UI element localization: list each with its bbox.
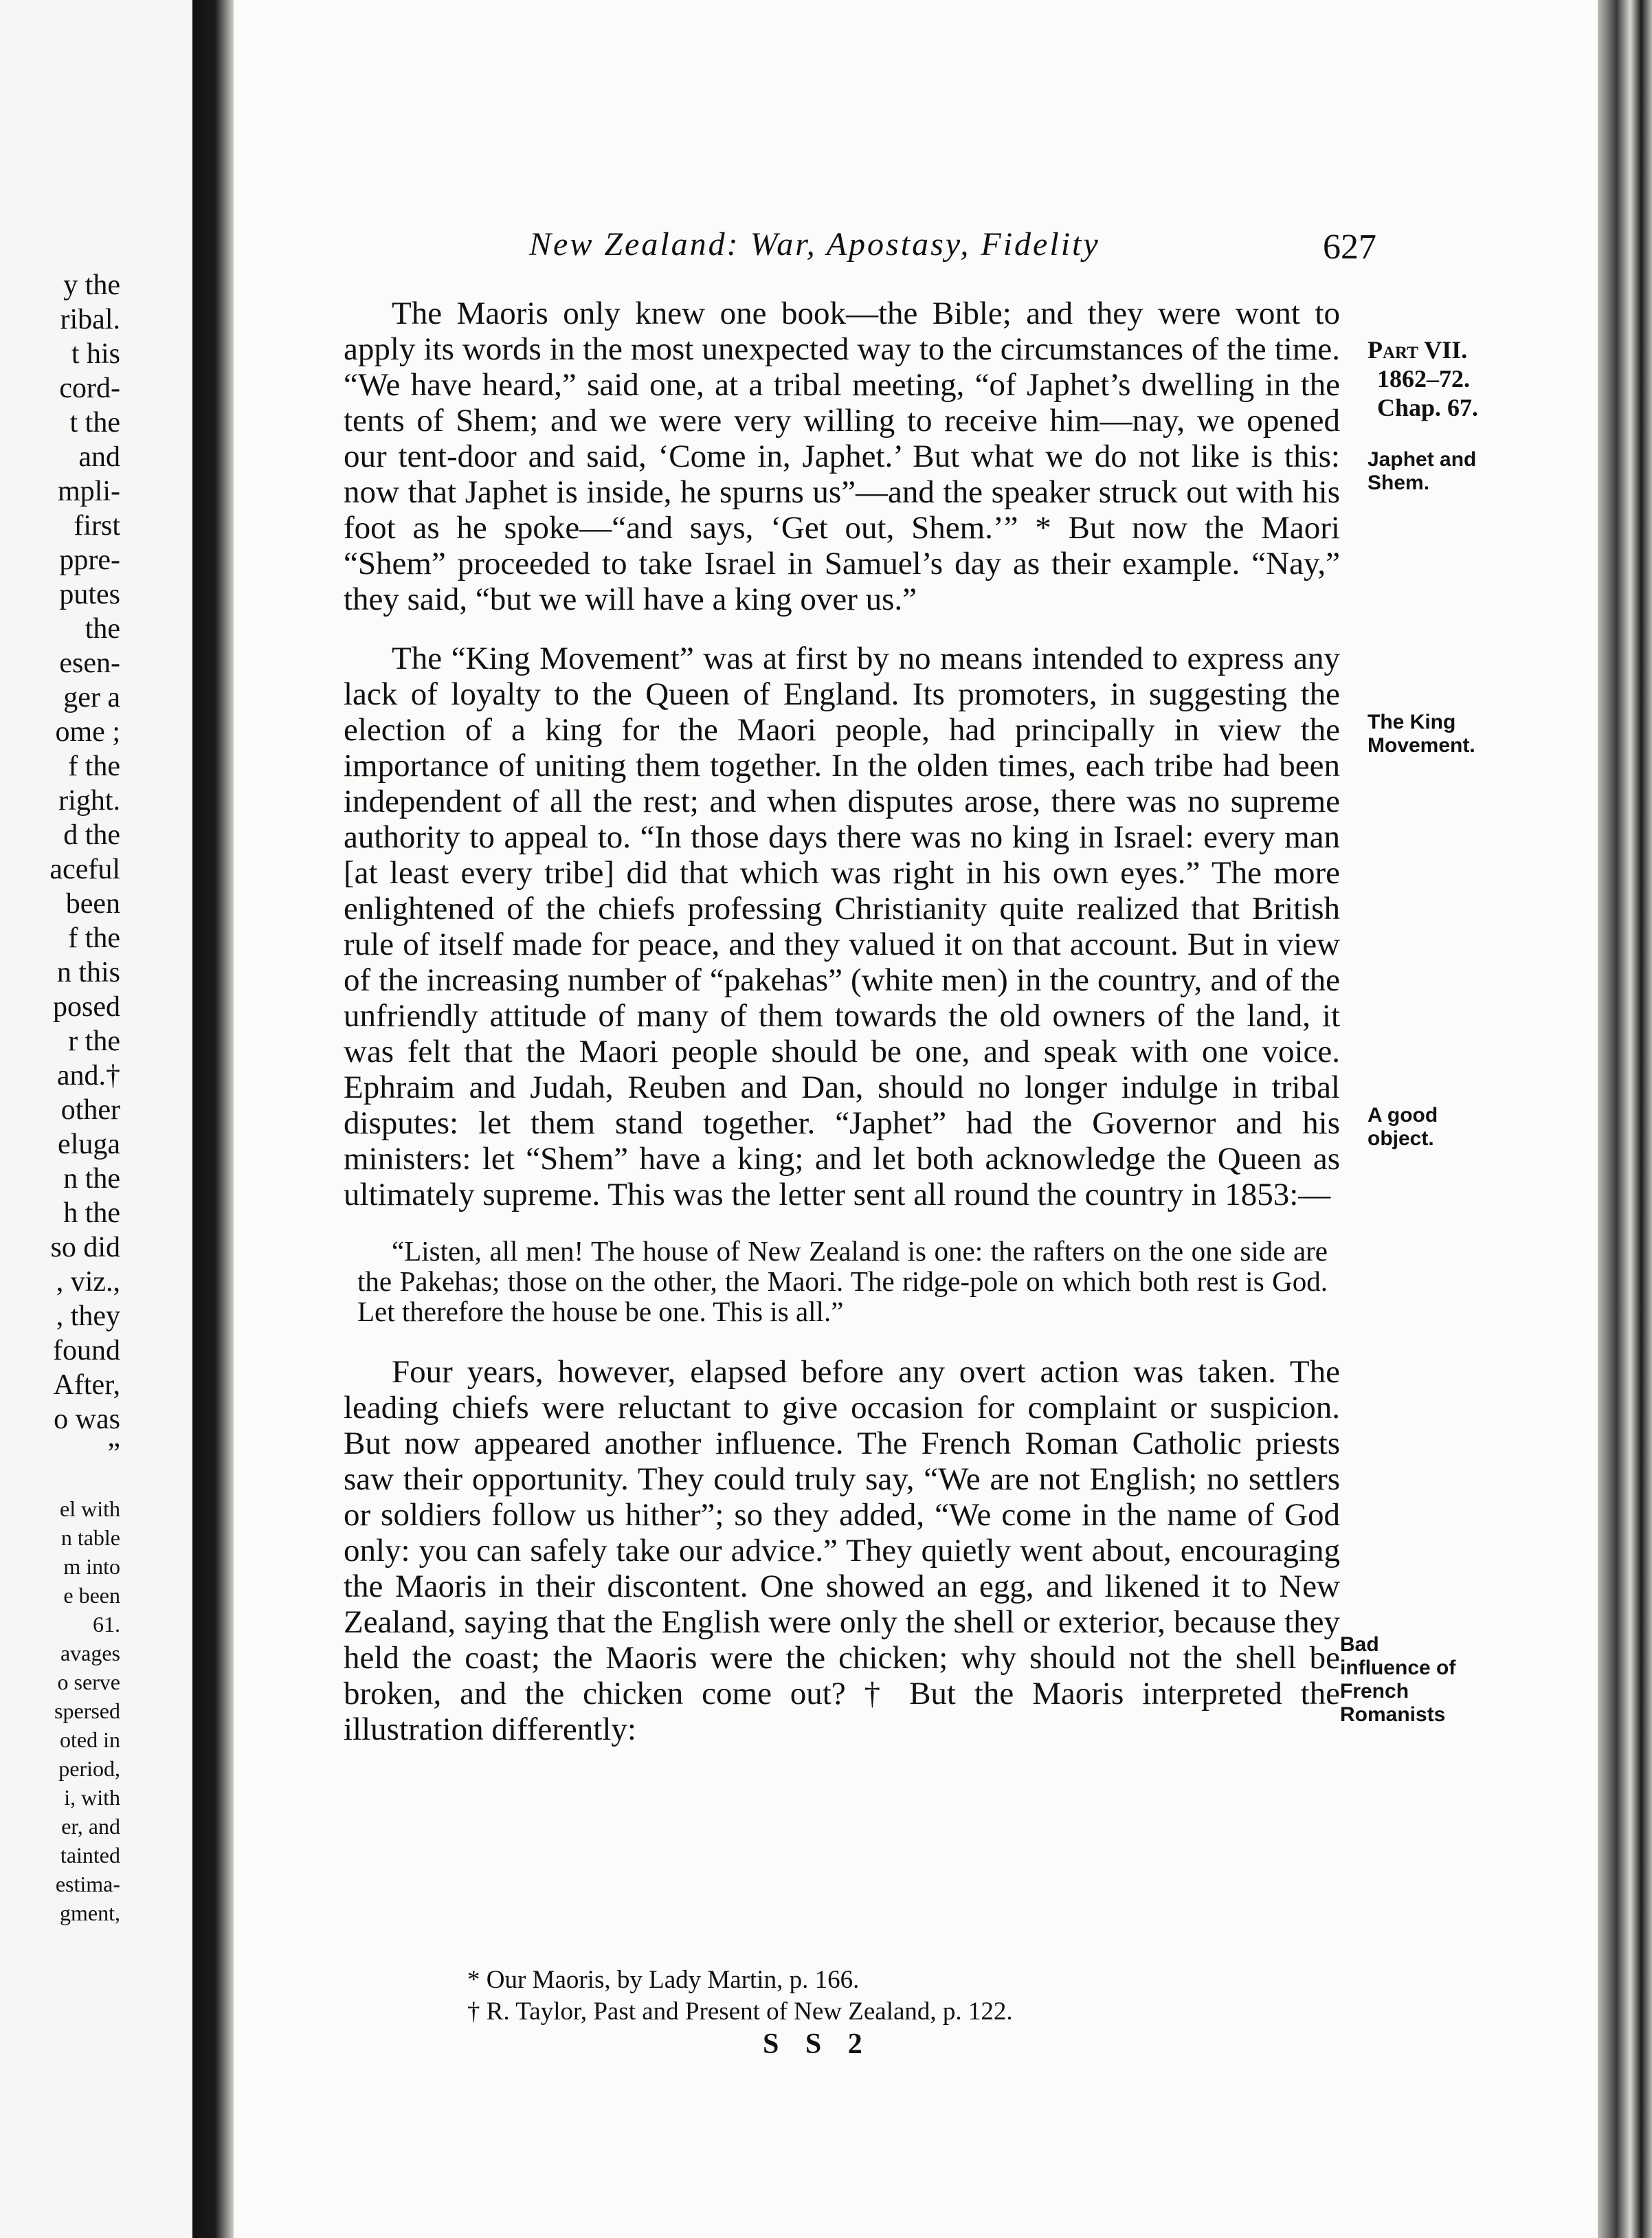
sidenote-good-object: A good object. bbox=[1368, 1104, 1438, 1150]
paragraph-king-movement: The “King Movement” was at first by no means intended to express any lack of loyalty to the Queen of England. Its promoters, in suggesting the election of a king for the Maori people, had principally in view the importance of uniting them together. In the olden times, each tribe had been independent of all the rest; and when disputes arose, there was no supreme authority to appeal to. “In those days there was no king in Israel: every man [at least every tribe] did that which was right in his own eyes.” The more enlightened of the chiefs professing Christianity quite realized that British rule of itself made for peace, and they valued it on that account. But in view of the increasing number of “pakehas” (white men) in the country, and of the unfriendly attitude of many of them towards the old owners of the land, it was felt that the Maori people should be one, and speak with one voice. Ephraim and Judah, Reuben and Dan, should no longer indulge in tribal disputes: let them stand together. “Japhet” had the Governor and his ministers: let “Shem” have a king; and let both acknowledge the Queen as ultimately supreme. This was the letter sent all round the country in 1853:— bbox=[344, 641, 1340, 1212]
facing-note-line: estima- bbox=[55, 1872, 120, 1896]
facing-line: aceful bbox=[49, 854, 120, 885]
facing-line: and bbox=[78, 441, 120, 473]
sidenote-part-label: Part VII. bbox=[1368, 336, 1468, 364]
facing-line: been bbox=[65, 888, 120, 920]
facing-line: eluga bbox=[58, 1129, 120, 1160]
footnote-2: † R. Taylor, Past and Present of New Zealand, p. 122. bbox=[467, 1997, 1013, 2026]
facing-line: f the bbox=[68, 751, 120, 782]
facing-line: o was bbox=[54, 1404, 120, 1435]
facing-line: found bbox=[53, 1335, 120, 1366]
facing-line: the bbox=[85, 613, 120, 645]
facing-note-line: m into bbox=[63, 1554, 120, 1579]
facing-line: n the bbox=[63, 1163, 120, 1195]
facing-line: f the bbox=[68, 922, 120, 954]
facing-line: ribal. bbox=[60, 304, 120, 335]
facing-line: r the bbox=[68, 1026, 120, 1057]
facing-line: , they bbox=[56, 1300, 120, 1332]
facing-note-line: avages bbox=[60, 1641, 120, 1665]
facing-line: ome ; bbox=[55, 716, 120, 748]
facing-note-line: o serve bbox=[57, 1670, 120, 1694]
facing-line: ” bbox=[107, 1438, 120, 1470]
facing-note-line: 61. bbox=[93, 1612, 120, 1637]
facing-note-line: gment, bbox=[60, 1901, 120, 1925]
quoted-letter: “Listen, all men! The house of New Zealand is one: the rafters on the one side are the Pakehas; those on the other, the Maori. The ridge-pole on which both rest is God. Let therefore the house be one. This is all.” bbox=[357, 1235, 1328, 1327]
facing-page-text bbox=[0, 268, 120, 1927]
facing-note-line: n table bbox=[60, 1525, 120, 1550]
facing-line: putes bbox=[59, 579, 120, 610]
facing-line: n this bbox=[56, 957, 120, 988]
paragraph-japhet-shem: The Maoris only knew one book—the Bible; and they were wont to apply its words in the most unexpected way to the circumstances of the time. “We have heard,” said one, at a tribal meeting, “of Japhet’s dwelling in the tents of Shem; and we were very willing to receive him—nay, we opened our tent-door and said, ‘Come in, Japhet.’ But what we do not like is this: now that Japhet is inside, he spurns us”—and the speaker struck out with his foot as he spoke—“and says, ‘Get out, Shem.’” * But now the Maori “Shem” proceeded to take Israel in Samuel’s day as their example. “Nay,” they said, “but we will have a king over us.” bbox=[344, 296, 1340, 617]
sidenote-bad-influence: Bad influence of French Romanists bbox=[1340, 1633, 1456, 1726]
facing-line: ger a bbox=[63, 682, 120, 713]
facing-note-line: el with bbox=[60, 1496, 120, 1521]
facing-line: right. bbox=[58, 785, 120, 817]
facing-line: mpli- bbox=[58, 476, 120, 507]
footnote-1: * Our Maoris, by Lady Martin, p. 166. bbox=[467, 1966, 860, 1994]
facing-note-line: oted in bbox=[60, 1727, 120, 1752]
facing-note-line: er, and bbox=[61, 1814, 120, 1839]
sidenote-king-movement: The King Movement. bbox=[1368, 711, 1475, 757]
facing-line: ppre- bbox=[59, 544, 120, 576]
facing-line: t the bbox=[69, 407, 120, 439]
paragraph-french-priests: Four years, however, elapsed before any overt action was taken. The leading chiefs were reluctant to give occasion for complaint or suspicion. But now appeared another influence. The French Roman Catholic priests saw their opportunity. They could truly say, “We are not English; no settlers or soldiers follow us hither”; so they added, “We come in the name of God only: you can safely take our advice.” They quietly went about, encouraging the Maoris in their discontent. One showed an egg, and likened it to New Zealand, saying that the English were only the shell or exterior, because they held the coast; the Maoris were the chicken; why should not the shell be broken, and the chicken come out? † But the Maoris interpreted the illustration differently: bbox=[344, 1354, 1340, 1747]
sidenote-japhet: Japhet and Shem. bbox=[1368, 448, 1477, 494]
facing-line: cord- bbox=[59, 373, 120, 404]
facing-line: posed bbox=[53, 991, 120, 1023]
facing-note-line: e been bbox=[63, 1583, 120, 1608]
footnotes bbox=[467, 1964, 1292, 2028]
book-gutter bbox=[192, 0, 234, 2238]
facing-line: esen- bbox=[59, 647, 120, 679]
facing-line: other bbox=[60, 1094, 120, 1126]
facing-line: h the bbox=[63, 1197, 120, 1229]
facing-note-line: spersed bbox=[54, 1698, 120, 1723]
sidenote-part bbox=[1368, 335, 1512, 422]
sidenote-years: 1862–72. bbox=[1377, 365, 1470, 392]
facing-line: t his bbox=[71, 338, 120, 370]
facing-line: first bbox=[74, 510, 120, 542]
facing-page-fragment bbox=[0, 0, 192, 2238]
running-title: New Zealand: War, Apostasy, Fidelity bbox=[529, 226, 1100, 263]
sidenote-chapter: Chap. 67. bbox=[1377, 394, 1479, 421]
page-body bbox=[344, 296, 1340, 1771]
facing-line: so did bbox=[50, 1232, 120, 1263]
signature-mark: S S 2 bbox=[763, 2028, 872, 2060]
facing-line: y the bbox=[63, 269, 120, 301]
facing-line: and.† bbox=[56, 1060, 120, 1092]
page-number: 627 bbox=[1323, 228, 1376, 267]
facing-line: After, bbox=[53, 1369, 120, 1401]
facing-note-line: i, with bbox=[64, 1785, 120, 1810]
page-edge bbox=[1598, 0, 1652, 2238]
facing-line: d the bbox=[63, 819, 120, 851]
facing-note-line: period, bbox=[58, 1756, 120, 1781]
facing-line: , viz., bbox=[56, 1266, 120, 1298]
facing-note-line: tainted bbox=[60, 1843, 120, 1868]
